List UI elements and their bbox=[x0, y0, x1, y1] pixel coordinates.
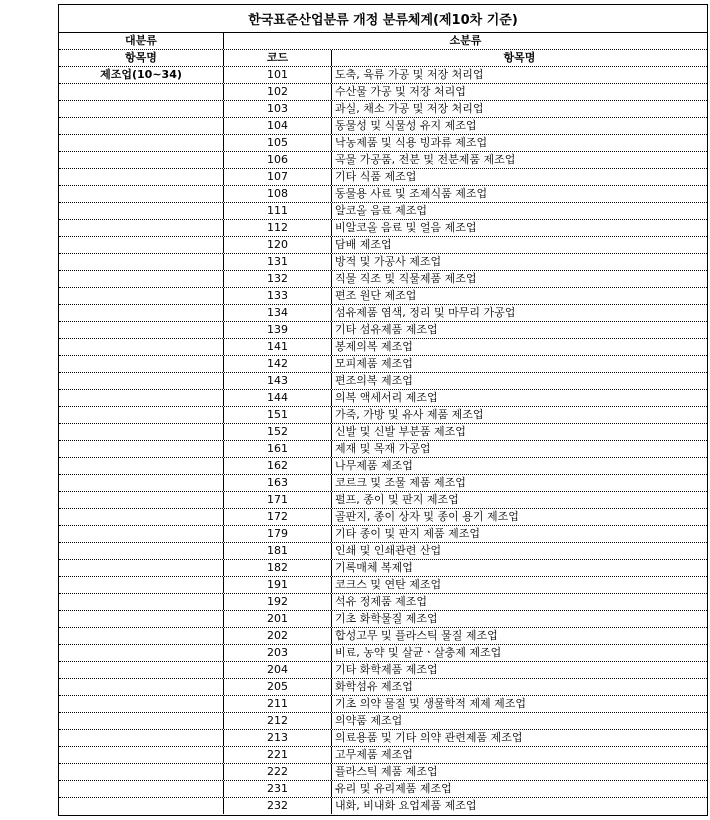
table-row bbox=[59, 186, 707, 203]
code-cell: 120 bbox=[224, 237, 332, 253]
table-row bbox=[59, 645, 707, 662]
item-name-cell: 수산물 가공 및 저장 처리업 bbox=[335, 85, 466, 98]
major-category-cell bbox=[59, 764, 224, 780]
code-cell: 172 bbox=[224, 509, 332, 525]
item-name-cell: 봉제의복 제조업 bbox=[335, 340, 413, 353]
code-cell: 102 bbox=[224, 84, 332, 100]
major-category-cell bbox=[59, 407, 224, 423]
code-cell: 141 bbox=[224, 339, 332, 355]
code-cell: 171 bbox=[224, 492, 332, 508]
table-row bbox=[59, 798, 707, 815]
major-category-cell bbox=[59, 509, 224, 525]
table-row bbox=[59, 679, 707, 696]
table-row bbox=[59, 560, 707, 577]
code-cell: 133 bbox=[224, 288, 332, 304]
major-category-cell bbox=[59, 84, 224, 100]
item-name-cell: 코르크 및 조물 제품 제조업 bbox=[335, 476, 466, 489]
item-name-cell: 신발 및 신발 부분품 제조업 bbox=[335, 425, 466, 438]
code-cell: 205 bbox=[224, 679, 332, 695]
code-cell: 212 bbox=[224, 713, 332, 729]
code-cell: 179 bbox=[224, 526, 332, 542]
item-name-cell: 가죽, 가방 및 유사 제품 제조업 bbox=[335, 408, 484, 421]
table-row bbox=[59, 577, 707, 594]
table-row bbox=[59, 152, 707, 169]
code-cell: 201 bbox=[224, 611, 332, 627]
major-category-cell bbox=[59, 713, 224, 729]
major-category-cell bbox=[59, 492, 224, 508]
major-category-cell bbox=[59, 135, 224, 151]
code-cell: 221 bbox=[224, 747, 332, 763]
header-row-2 bbox=[59, 50, 707, 67]
code-cell: 192 bbox=[224, 594, 332, 610]
table-row bbox=[59, 101, 707, 118]
major-category-cell bbox=[59, 101, 224, 117]
table-row bbox=[59, 67, 707, 84]
major-category-cell bbox=[59, 730, 224, 746]
code-cell: 211 bbox=[224, 696, 332, 712]
table-row bbox=[59, 628, 707, 645]
item-name-cell: 동물용 사료 및 조제식품 제조업 bbox=[335, 187, 488, 200]
major-category-cell: 제조업(10~34) bbox=[59, 67, 224, 83]
major-category-cell bbox=[59, 322, 224, 338]
table-row bbox=[59, 662, 707, 679]
major-category-cell bbox=[59, 356, 224, 372]
table-row bbox=[59, 390, 707, 407]
code-cell: 231 bbox=[224, 781, 332, 797]
table-row bbox=[59, 407, 707, 424]
code-cell: 182 bbox=[224, 560, 332, 576]
major-category-cell bbox=[59, 237, 224, 253]
major-category-cell bbox=[59, 577, 224, 593]
item-name-cell: 동물성 및 식물성 유지 제조업 bbox=[335, 119, 477, 132]
table-row bbox=[59, 84, 707, 101]
table-row bbox=[59, 203, 707, 220]
code-cell: 151 bbox=[224, 407, 332, 423]
item-name-cell: 인쇄 및 인쇄관련 산업 bbox=[335, 544, 442, 557]
item-name-cell: 과실, 채소 가공 및 저장 처리업 bbox=[335, 102, 484, 115]
code-cell: 203 bbox=[224, 645, 332, 661]
code-cell: 222 bbox=[224, 764, 332, 780]
code-cell: 104 bbox=[224, 118, 332, 134]
item-name-cell: 기초 의약 물질 및 생물학적 제제 제조업 bbox=[335, 697, 526, 710]
code-cell: 108 bbox=[224, 186, 332, 202]
item-name-cell: 기타 화학제품 제조업 bbox=[335, 663, 438, 676]
major-category-cell bbox=[59, 628, 224, 644]
item-name-cell: 알코올 음료 제조업 bbox=[335, 204, 428, 217]
major-category-cell bbox=[59, 169, 224, 185]
major-category-cell bbox=[59, 475, 224, 491]
table-row bbox=[59, 713, 707, 730]
major-category-cell bbox=[59, 271, 224, 287]
table-row bbox=[59, 764, 707, 781]
code-cell: 103 bbox=[224, 101, 332, 117]
code-cell: 213 bbox=[224, 730, 332, 746]
table-row bbox=[59, 271, 707, 288]
major-category-cell bbox=[59, 543, 224, 559]
title-row bbox=[59, 5, 707, 33]
item-name-cell: 의복 액세서리 제조업 bbox=[335, 391, 438, 404]
major-category-cell bbox=[59, 220, 224, 236]
table-row bbox=[59, 441, 707, 458]
table-row bbox=[59, 254, 707, 271]
table-row bbox=[59, 424, 707, 441]
item-name-cell: 합성고무 및 플라스틱 물질 제조업 bbox=[335, 629, 498, 642]
item-name-cell: 의료용품 및 기타 의약 관련제품 제조업 bbox=[335, 731, 523, 744]
code-cell: 152 bbox=[224, 424, 332, 440]
major-category-cell bbox=[59, 424, 224, 440]
code-header: 코드 bbox=[224, 50, 332, 66]
major-category-cell bbox=[59, 254, 224, 270]
table-row bbox=[59, 135, 707, 152]
minor-item-name-header: 항목명 bbox=[503, 51, 536, 64]
item-name-cell: 유리 및 유리제품 제조업 bbox=[335, 782, 452, 795]
major-item-name-header: 항목명 bbox=[59, 50, 224, 66]
major-category-cell bbox=[59, 339, 224, 355]
major-category-cell bbox=[59, 118, 224, 134]
code-cell: 181 bbox=[224, 543, 332, 559]
item-name-cell: 도축, 육류 가공 및 저장 처리업 bbox=[335, 68, 484, 81]
code-cell: 112 bbox=[224, 220, 332, 236]
code-cell: 134 bbox=[224, 305, 332, 321]
item-name-cell: 골판지, 종이 상자 및 종이 용기 제조업 bbox=[335, 510, 519, 523]
item-name-cell: 고무제품 제조업 bbox=[335, 748, 413, 761]
item-name-cell: 기타 종이 및 판지 제품 제조업 bbox=[335, 527, 480, 540]
table-row bbox=[59, 526, 707, 543]
table-row bbox=[59, 509, 707, 526]
item-name-cell: 내화, 비내화 요업제품 제조업 bbox=[335, 799, 477, 812]
item-name-cell: 비료, 농약 및 살균ㆍ살충제 제조업 bbox=[335, 646, 502, 659]
table-row bbox=[59, 339, 707, 356]
code-cell: 144 bbox=[224, 390, 332, 406]
item-name-cell: 화학섬유 제조업 bbox=[335, 680, 413, 693]
code-cell: 204 bbox=[224, 662, 332, 678]
major-category-cell bbox=[59, 594, 224, 610]
item-name-cell: 펄프, 종이 및 판지 제조업 bbox=[335, 493, 459, 506]
code-cell: 191 bbox=[224, 577, 332, 593]
item-name-cell: 기록매체 복제업 bbox=[335, 561, 413, 574]
table-row bbox=[59, 356, 707, 373]
code-cell: 202 bbox=[224, 628, 332, 644]
item-name-cell: 의약품 제조업 bbox=[335, 714, 403, 727]
table-row bbox=[59, 322, 707, 339]
major-category-cell bbox=[59, 152, 224, 168]
table-body bbox=[59, 67, 707, 815]
item-name-cell: 제재 및 목재 가공업 bbox=[335, 442, 431, 455]
table-row bbox=[59, 611, 707, 628]
table-row bbox=[59, 492, 707, 509]
item-name-cell: 편조 원단 제조업 bbox=[335, 289, 417, 302]
header-row-1 bbox=[59, 33, 707, 50]
major-category-cell bbox=[59, 441, 224, 457]
table-row bbox=[59, 305, 707, 322]
major-category-cell bbox=[59, 662, 224, 678]
item-name-cell: 플라스틱 제품 제조업 bbox=[335, 765, 438, 778]
major-category-cell bbox=[59, 645, 224, 661]
classification-table bbox=[58, 4, 708, 816]
major-category-cell bbox=[59, 390, 224, 406]
item-name-cell: 담배 제조업 bbox=[335, 238, 392, 251]
major-category-cell bbox=[59, 747, 224, 763]
code-cell: 132 bbox=[224, 271, 332, 287]
item-name-cell: 방적 및 가공사 제조업 bbox=[335, 255, 442, 268]
code-cell: 163 bbox=[224, 475, 332, 491]
table-row bbox=[59, 747, 707, 764]
major-category-cell bbox=[59, 679, 224, 695]
table-row bbox=[59, 696, 707, 713]
major-category-cell bbox=[59, 560, 224, 576]
item-name-cell: 나무제품 제조업 bbox=[335, 459, 413, 472]
item-name-cell: 석유 정제품 제조업 bbox=[335, 595, 428, 608]
major-category-cell bbox=[59, 798, 224, 814]
code-cell: 162 bbox=[224, 458, 332, 474]
item-name-cell: 직물 직조 및 직물제품 제조업 bbox=[335, 272, 477, 285]
item-name-cell: 코크스 및 연탄 제조업 bbox=[335, 578, 442, 591]
table-row bbox=[59, 220, 707, 237]
major-category-cell bbox=[59, 305, 224, 321]
item-name-cell: 곡물 가공품, 전분 및 전분제품 제조업 bbox=[335, 153, 516, 166]
item-name-cell: 기타 식품 제조업 bbox=[335, 170, 417, 183]
code-cell: 232 bbox=[224, 798, 332, 814]
major-category-cell bbox=[59, 781, 224, 797]
major-category-cell bbox=[59, 186, 224, 202]
item-name-cell: 모피제품 제조업 bbox=[335, 357, 413, 370]
code-cell: 111 bbox=[224, 203, 332, 219]
major-category-cell bbox=[59, 288, 224, 304]
code-cell: 101 bbox=[224, 67, 332, 83]
table-row bbox=[59, 118, 707, 135]
item-name-cell: 비알코올 음료 및 얼음 제조업 bbox=[335, 221, 477, 234]
minor-category-header: 소분류 bbox=[449, 34, 482, 47]
code-cell: 107 bbox=[224, 169, 332, 185]
major-category-cell bbox=[59, 611, 224, 627]
code-cell: 143 bbox=[224, 373, 332, 389]
table-row bbox=[59, 458, 707, 475]
code-cell: 139 bbox=[224, 322, 332, 338]
table-row bbox=[59, 594, 707, 611]
table-title: 한국표준산업분류 개정 분류체계(제10차 기준) bbox=[248, 13, 518, 28]
table-row bbox=[59, 475, 707, 492]
major-category-header: 대분류 bbox=[59, 33, 224, 49]
table-row bbox=[59, 288, 707, 305]
code-cell: 142 bbox=[224, 356, 332, 372]
table-row bbox=[59, 781, 707, 798]
major-category-cell bbox=[59, 373, 224, 389]
major-category-cell bbox=[59, 696, 224, 712]
table-row bbox=[59, 169, 707, 186]
code-cell: 161 bbox=[224, 441, 332, 457]
item-name-cell: 섬유제품 염색, 정리 및 마무리 가공업 bbox=[335, 306, 516, 319]
major-category-cell bbox=[59, 526, 224, 542]
code-cell: 106 bbox=[224, 152, 332, 168]
item-name-cell: 기초 화학물질 제조업 bbox=[335, 612, 438, 625]
major-category-cell bbox=[59, 203, 224, 219]
major-category-cell bbox=[59, 458, 224, 474]
item-name-cell: 기타 섬유제품 제조업 bbox=[335, 323, 438, 336]
table-row bbox=[59, 543, 707, 560]
table-row bbox=[59, 237, 707, 254]
code-cell: 105 bbox=[224, 135, 332, 151]
table-row bbox=[59, 373, 707, 390]
item-name-cell: 편조의복 제조업 bbox=[335, 374, 413, 387]
table-row bbox=[59, 730, 707, 747]
code-cell: 131 bbox=[224, 254, 332, 270]
item-name-cell: 낙농제품 및 식용 빙과류 제조업 bbox=[335, 136, 488, 149]
